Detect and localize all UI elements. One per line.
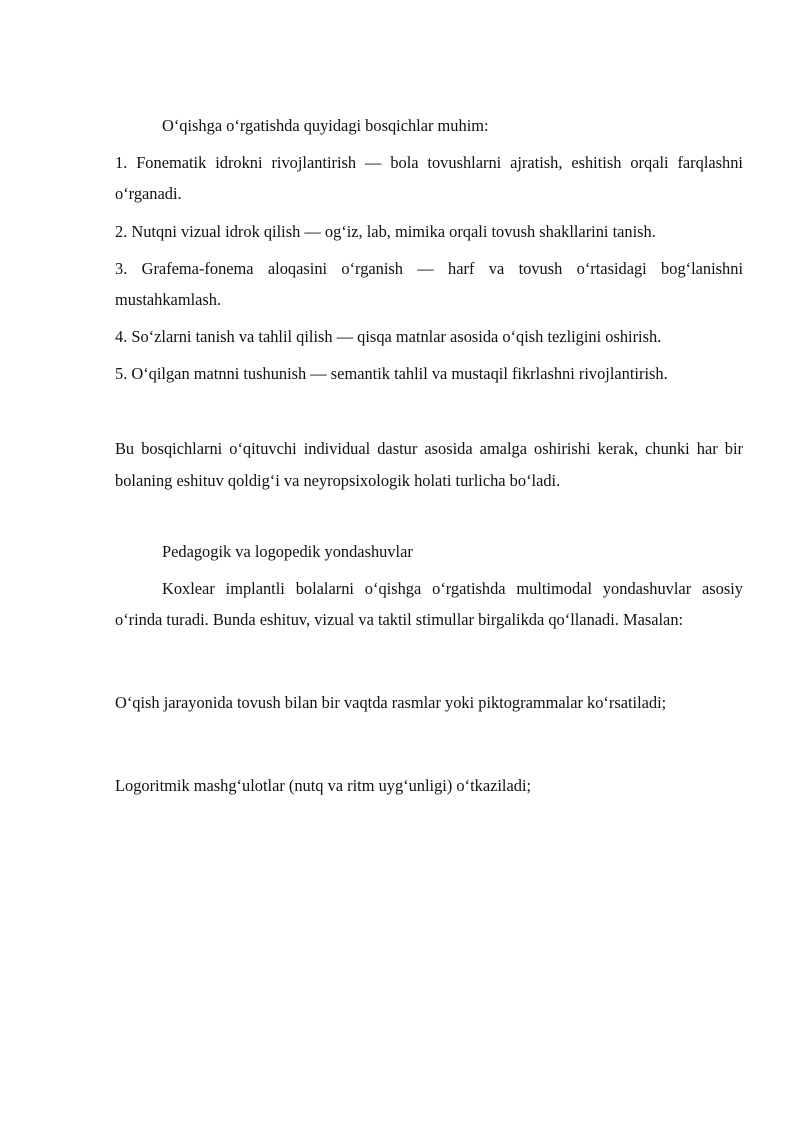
step-item-1: 1. Fonematik idrokni rivojlantirish — bola tovushlarni ajratish, eshitish orqali farqlashni o‘rganadi. xyxy=(115,153,743,204)
section-paragraph: Koxlear implantli bolalarni o‘qishga o‘rgatishda multimodal yondashuvlar asosiy o‘rinda turadi. Bunda eshituv, vizual va taktil stimullar birgalikda qo‘llanadi. Masalan: xyxy=(115,578,743,630)
section-heading: Pedagogik va logopedik yondashuvlar xyxy=(162,541,413,561)
intro-paragraph: O‘qishga o‘rgatishda quyidagi bosqichlar muhim: xyxy=(162,116,489,135)
note-paragraph: Bu bosqichlarni o‘qituvchi individual dastur asosida amalga oshirishi kerak, chunki har bir bolaning eshituv qoldig‘i va neyropsixologik holati turlicha bo‘ladi. xyxy=(115,439,743,490)
step-item-4: 4. So‘zlarni tanish va tahlil qilish — qisqa matnlar asosida o‘qish tezligini oshirish. xyxy=(115,327,662,347)
step-item-5: 5. O‘qilgan matnni tushunish — semantik tahlil va mustaqil fikrlashni rivojlantirish. xyxy=(115,364,668,384)
document-page xyxy=(115,110,743,802)
example-item-2: Logoritmik mashg‘ulotlar (nutq va ritm uyg‘unligi) o‘tkaziladi; xyxy=(115,776,532,796)
step-item-2: 2. Nutqni vizual idrok qilish — og‘iz, lab, mimika orqali tovush shakllarini tanish. xyxy=(115,221,656,241)
step-item-3: 3. Grafema-fonema aloqasini o‘rganish — harf va tovush o‘rtasidagi bog‘lanishni mustahkamlash. xyxy=(115,258,743,309)
example-item-1: O‘qish jarayonida tovush bilan bir vaqtda rasmlar yoki piktogrammalar ko‘rsatiladi; xyxy=(115,693,667,713)
